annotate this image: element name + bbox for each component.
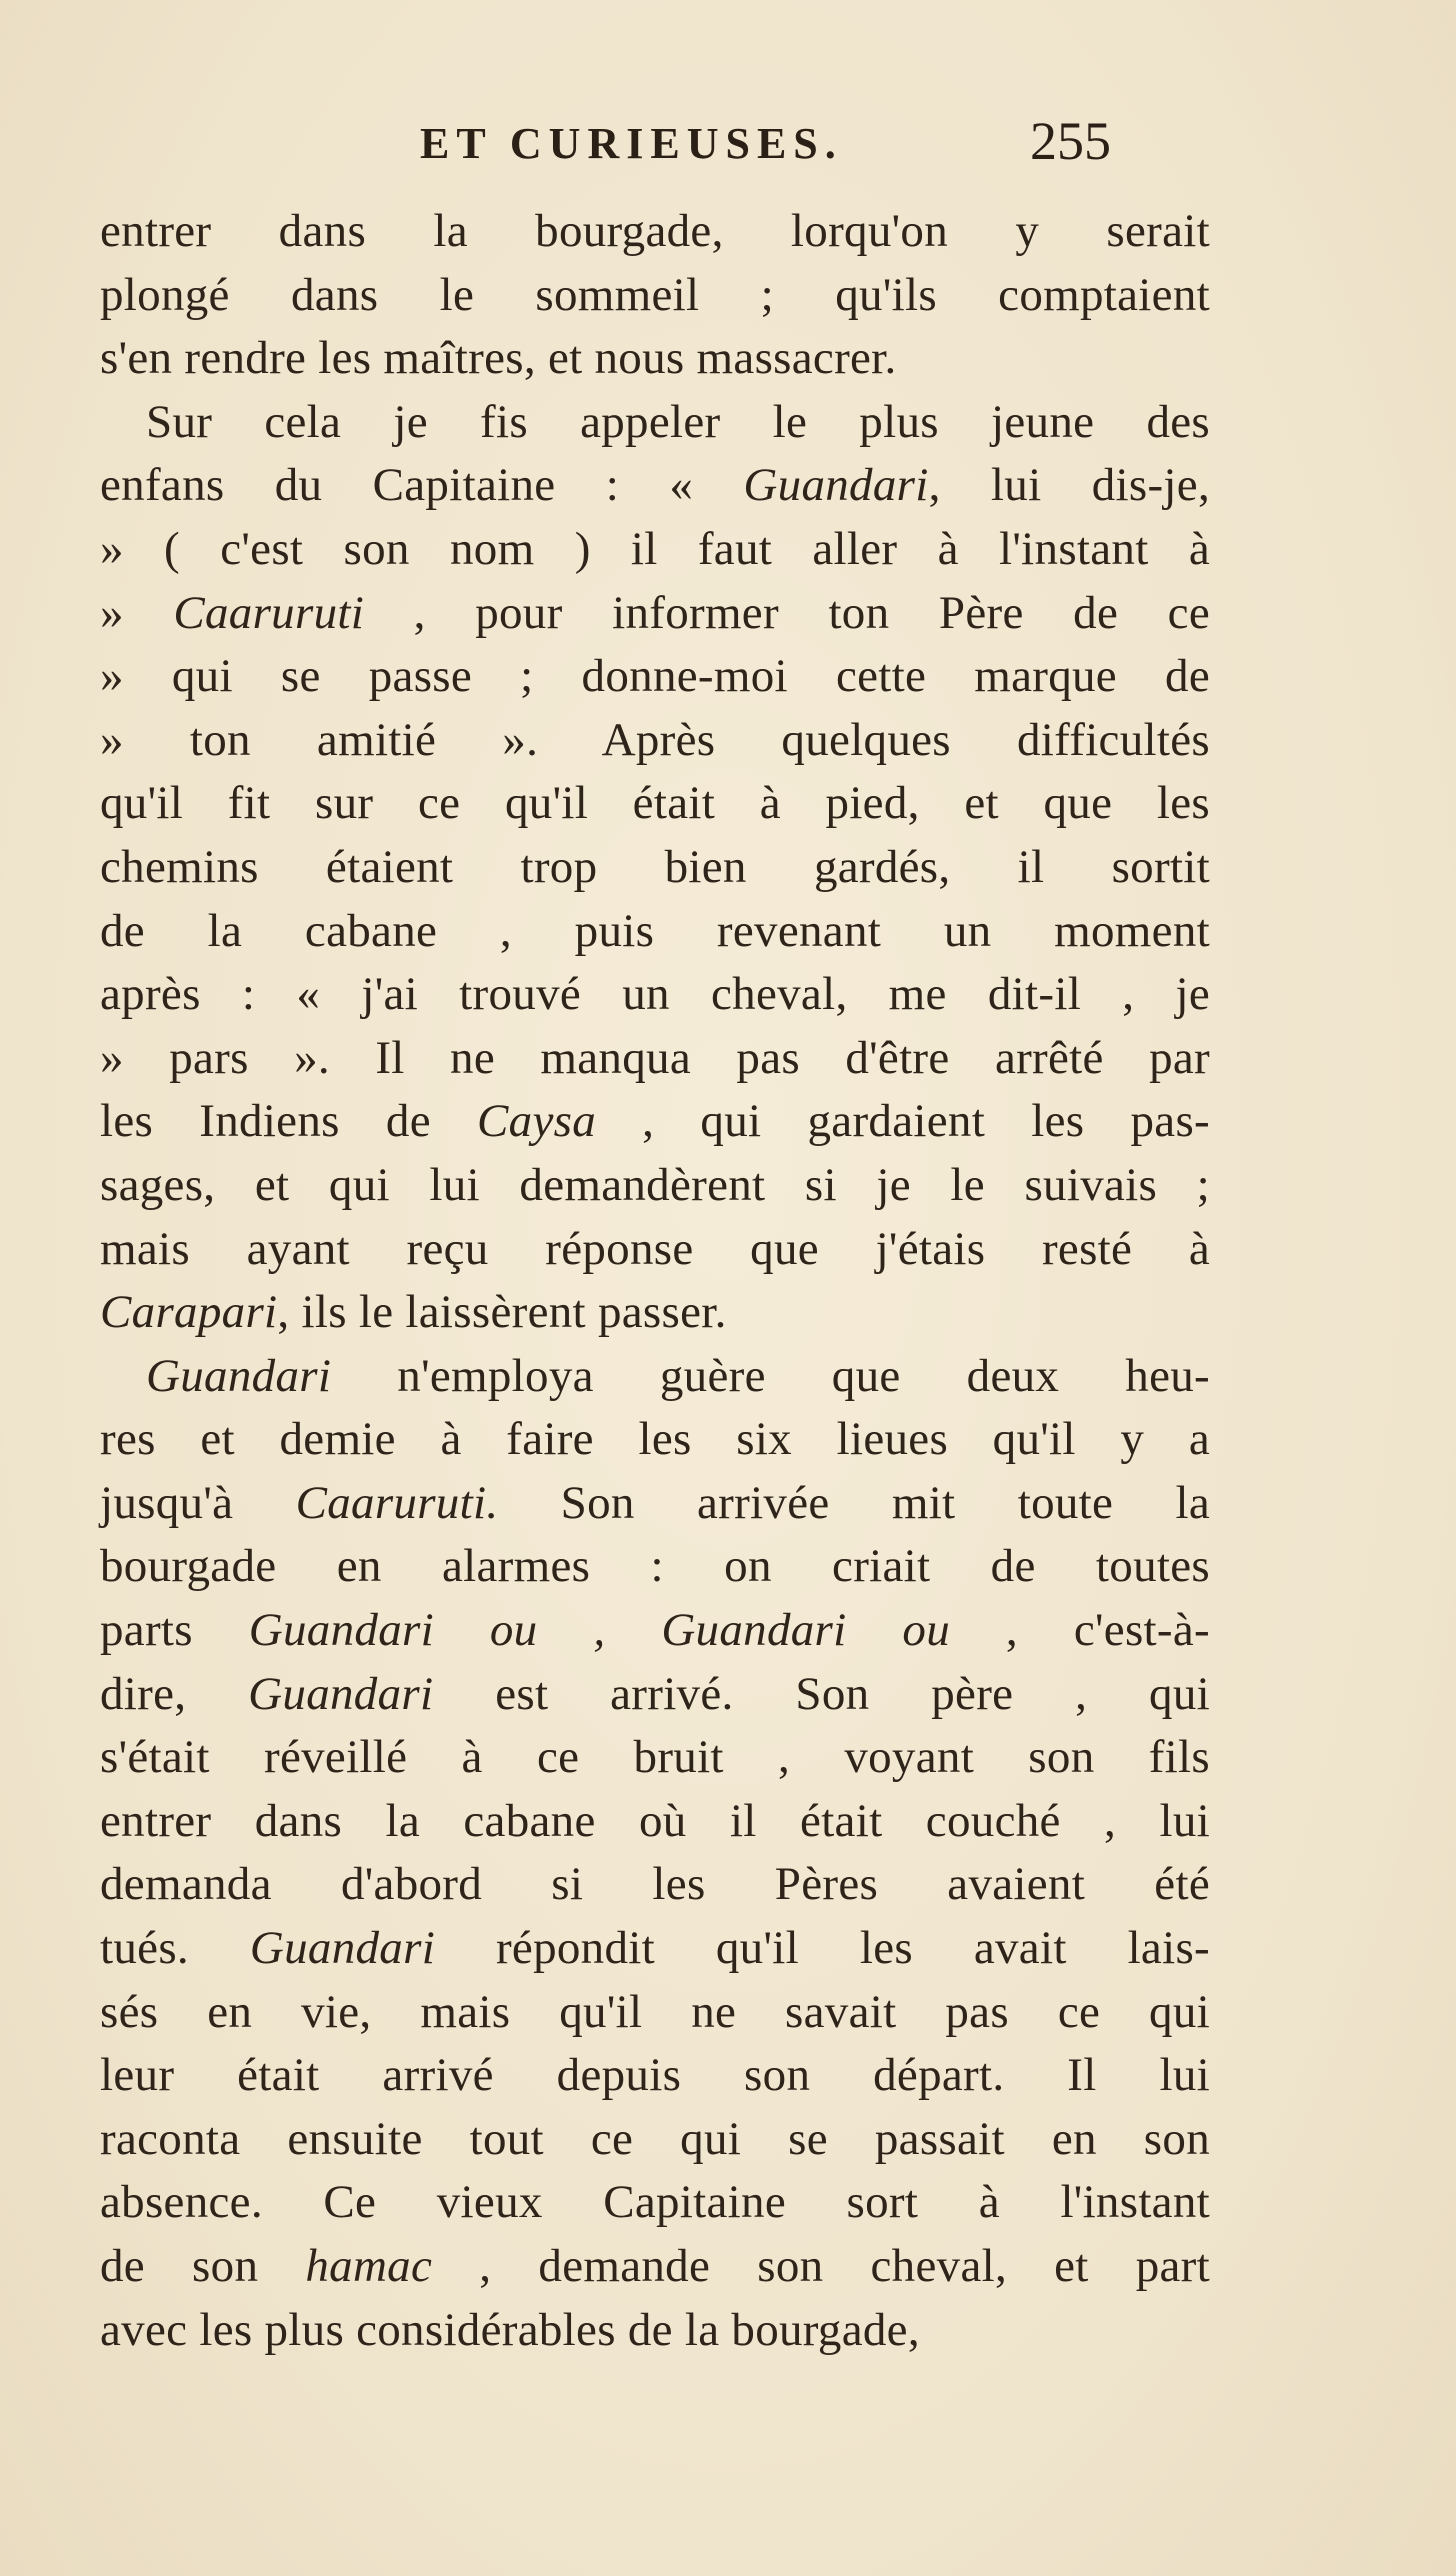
text-line — [100, 1917, 1210, 1981]
italic-name: Caysa — [477, 1095, 597, 1148]
text-run: tués. — [100, 1922, 250, 1975]
text-run: n'employa guère que deux heu- — [331, 1349, 1210, 1402]
text-line — [100, 582, 1210, 646]
text-run: » — [100, 586, 174, 639]
italic-name: Guandari ou , Guandari ou — [248, 1604, 951, 1657]
text-line — [100, 1472, 1210, 1536]
body-text — [100, 200, 1210, 2362]
text-run: les Indiens de — [100, 1095, 478, 1148]
text-line: qu'il fit sur ce qu'il était à pied, et que les — [100, 777, 1210, 830]
text-line: leur était arrivé depuis son départ. Il lui — [100, 2049, 1210, 2102]
text-run: , qui gardaient les pas- — [596, 1095, 1210, 1148]
italic-name: hamac — [305, 2240, 433, 2292]
text-line: » pars ». Il ne manqua pas d'être arrêté par — [100, 1031, 1210, 1084]
text-line: après : « j'ai trouvé un cheval, me dit-il , je — [100, 968, 1210, 1021]
text-run: Son arrivée mit toute la — [498, 1476, 1211, 1529]
text-line: » qui se passe ; donne-moi cette marque de — [100, 650, 1210, 703]
text-line — [100, 2235, 1210, 2299]
text-line: Sur cela je fis appeler le plus jeune des — [146, 395, 1210, 448]
text-line: entrer dans la cabane où il était couché , lui — [100, 1794, 1210, 1847]
italic-name: Carapari — [100, 1286, 278, 1339]
text-line: absence. Ce vieux Capitaine sort à l'instant — [100, 2176, 1210, 2229]
text-run: dire, — [100, 1667, 249, 1720]
text-line: chemins étaient trop bien gardés, il sortit — [100, 840, 1210, 893]
text-run: , c'est-à- — [950, 1604, 1210, 1657]
page-number: 255 — [1030, 111, 1111, 171]
italic-name: Guandari — [146, 1349, 332, 1402]
text-line: raconta ensuite tout ce qui se passait en son — [100, 2112, 1210, 2165]
text-run: enfans du Capitaine : « — [100, 459, 744, 512]
text-line: sés en vie, mais qu'il ne savait pas ce qui — [100, 1985, 1210, 2038]
text-run: répondit qu'il les avait lais- — [435, 1922, 1210, 1975]
text-line: plongé dans le sommeil ; qu'ils comptaient — [100, 268, 1210, 321]
text-line: res et demie à faire les six lieues qu'il y a — [100, 1413, 1210, 1466]
italic-name: Guandari — [249, 1922, 436, 1975]
text-line: » ton amitié ». Après quelques difficultés — [100, 713, 1210, 766]
text-run: de son — [100, 2240, 306, 2292]
text-line: avec les plus considérables de la bourgade, — [100, 2303, 920, 2356]
italic-name: Caaruruti. — [295, 1476, 499, 1529]
text-line: sages, et qui lui demandèrent si je le suivais ; — [100, 1158, 1210, 1211]
text-run: est arrivé. Son père , qui — [433, 1667, 1210, 1720]
text-line: » ( c'est son nom ) il faut aller à l'instant à — [100, 522, 1210, 575]
text-line: s'en rendre les maîtres, et nous massacrer. — [100, 332, 897, 385]
text-line: de la cabane , puis revenant un moment — [100, 904, 1210, 957]
text-run: , ils le laissèrent passer. — [277, 1286, 727, 1339]
text-run: , pour informer ton Père de ce — [364, 586, 1210, 639]
italic-name: Guandari — [248, 1667, 434, 1720]
text-line: s'était réveillé à ce bruit , voyant son fils — [100, 1731, 1210, 1784]
italic-name: Caaruruti — [173, 586, 365, 639]
text-run: jusqu'à — [100, 1476, 296, 1529]
text-run: parts — [100, 1604, 249, 1657]
running-head: ET CURIEUSES. — [420, 119, 843, 168]
text-line — [100, 1090, 1210, 1154]
text-line — [100, 1281, 1210, 1345]
text-line: entrer dans la bourgade, lorqu'on y serait — [100, 205, 1210, 257]
text-line — [100, 1599, 1210, 1663]
text-line: demanda d'abord si les Pères avaient été — [100, 1858, 1210, 1911]
text-run: , lui dis-je, — [928, 459, 1210, 512]
text-line — [100, 1663, 1210, 1727]
text-line — [100, 1345, 1210, 1409]
text-line — [100, 454, 1210, 518]
italic-name: Guandari — [743, 459, 929, 512]
text-run: , demande son cheval, et part — [432, 2240, 1210, 2292]
text-line: mais ayant reçu réponse que j'étais resté à — [100, 1222, 1210, 1275]
text-line: bourgade en alarmes : on criait de toutes — [100, 1540, 1210, 1593]
